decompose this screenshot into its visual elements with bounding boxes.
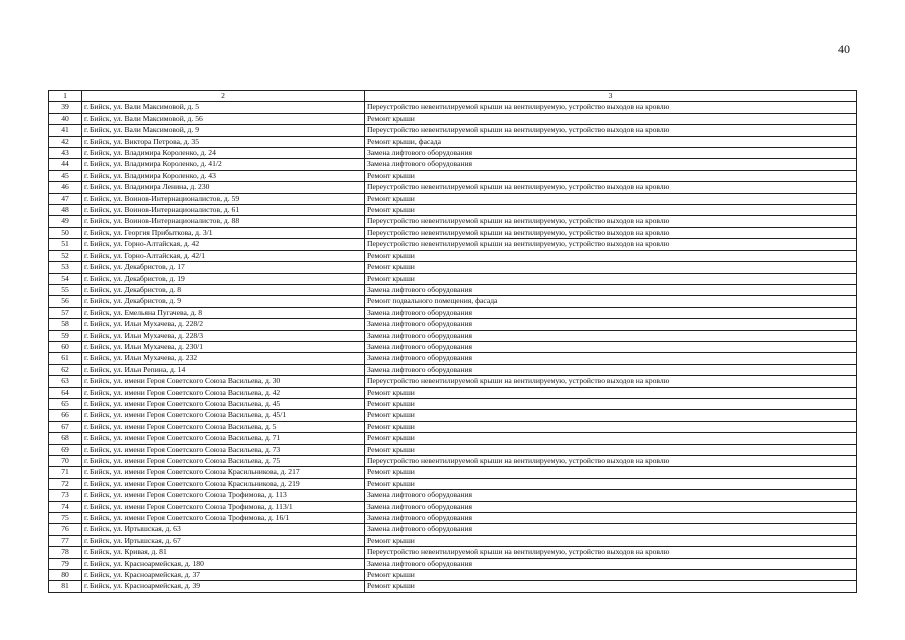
row-number: 39 [49, 102, 82, 113]
row-number: 73 [49, 490, 82, 501]
table-row [49, 513, 857, 524]
work-type-cell: Ремонт крыши [365, 421, 857, 432]
row-number: 43 [49, 148, 82, 159]
work-type-cell: Ремонт крыши [365, 387, 857, 398]
table-row [49, 341, 857, 352]
row-number: 56 [49, 296, 82, 307]
work-type-cell: Переустройство невентилируемой крыши на вентилируемую, устройство выходов на кровлю [365, 182, 857, 193]
table-row [49, 239, 857, 250]
address-cell: г. Бийск, ул. имени Героя Советского Союза Васильева, д. 42 [82, 387, 365, 398]
table-row [49, 136, 857, 147]
row-number: 40 [49, 113, 82, 124]
address-cell: г. Бийск, ул. Владимира Короленко, д. 24 [82, 148, 365, 159]
work-type-cell: Замена лифтового оборудования [365, 353, 857, 364]
work-type-cell: Замена лифтового оборудования [365, 341, 857, 352]
row-number: 72 [49, 478, 82, 489]
work-type-cell: Ремонт крыши [365, 570, 857, 581]
address-cell: г. Бийск, ул. имени Героя Советского Союза Васильева, д. 75 [82, 456, 365, 467]
address-cell: г. Бийск, ул. Вали Максимовой, д. 56 [82, 113, 365, 124]
work-type-cell: Замена лифтового оборудования [365, 307, 857, 318]
work-type-cell: Ремонт крыши [365, 444, 857, 455]
work-type-cell: Ремонт крыши [365, 273, 857, 284]
work-type-cell: Замена лифтового оборудования [365, 330, 857, 341]
work-type-cell: Ремонт крыши [365, 398, 857, 409]
table-row [49, 182, 857, 193]
address-cell: г. Бийск, ул. имени Героя Советского Союза Васильева, д. 5 [82, 421, 365, 432]
address-cell: г. Бийск, ул. Ильи Мухачева, д. 232 [82, 353, 365, 364]
table-row [49, 444, 857, 455]
works-table [48, 90, 857, 593]
address-cell: г. Бийск, ул. Декабристов, д. 8 [82, 284, 365, 295]
address-cell: г. Бийск, ул. имени Героя Советского Союза Трофимова, д. 113 [82, 490, 365, 501]
row-number: 55 [49, 284, 82, 295]
table-row [49, 227, 857, 238]
row-number: 75 [49, 513, 82, 524]
row-number: 69 [49, 444, 82, 455]
address-cell: г. Бийск, ул. имени Героя Советского Союза Трофимова, д. 113/1 [82, 501, 365, 512]
table-row [49, 490, 857, 501]
table-row [49, 125, 857, 136]
row-number: 42 [49, 136, 82, 147]
table-row [49, 205, 857, 216]
column-header-number: 1 [49, 91, 82, 102]
row-number: 44 [49, 159, 82, 170]
address-cell: г. Бийск, ул. Декабристов, д. 19 [82, 273, 365, 284]
address-cell: г. Бийск, ул. Емельяна Пугачева, д. 8 [82, 307, 365, 318]
work-type-cell: Ремонт крыши [365, 410, 857, 421]
work-type-cell: Замена лифтового оборудования [365, 558, 857, 569]
work-type-cell: Замена лифтового оборудования [365, 364, 857, 375]
row-number: 62 [49, 364, 82, 375]
work-type-cell: Ремонт крыши [365, 250, 857, 261]
address-cell: г. Бийск, ул. Владимира Короленко, д. 43 [82, 170, 365, 181]
work-type-cell: Замена лифтового оборудования [365, 319, 857, 330]
row-number: 71 [49, 467, 82, 478]
table-row [49, 478, 857, 489]
address-cell: г. Бийск, ул. Красноармейская, д. 39 [82, 581, 365, 592]
address-cell: г. Бийск, ул. имени Героя Советского Союза Васильева, д. 73 [82, 444, 365, 455]
work-type-cell: Замена лифтового оборудования [365, 148, 857, 159]
table-row [49, 456, 857, 467]
row-number: 50 [49, 227, 82, 238]
address-cell: г. Бийск, ул. Горно-Алтайская, д. 42/1 [82, 250, 365, 261]
table-row [49, 193, 857, 204]
address-cell: г. Бийск, ул. Вали Максимовой, д. 5 [82, 102, 365, 113]
row-number: 79 [49, 558, 82, 569]
table-row [49, 398, 857, 409]
address-cell: г. Бийск, ул. Красноармейская, д. 180 [82, 558, 365, 569]
address-cell: г. Бийск, ул. Кривая, д. 81 [82, 547, 365, 558]
work-type-cell: Переустройство невентилируемой крыши на вентилируемую, устройство выходов на кровлю [365, 456, 857, 467]
table-row [49, 319, 857, 330]
address-cell: г. Бийск, ул. имени Героя Советского Союза Васильева, д. 71 [82, 433, 365, 444]
work-type-cell: Замена лифтового оборудования [365, 284, 857, 295]
row-number: 47 [49, 193, 82, 204]
row-number: 52 [49, 250, 82, 261]
table-row [49, 296, 857, 307]
address-cell: г. Бийск, ул. Георгия Прибыткова, д. 3/1 [82, 227, 365, 238]
table-row [49, 524, 857, 535]
row-number: 51 [49, 239, 82, 250]
work-type-cell: Ремонт крыши [365, 262, 857, 273]
work-type-cell: Переустройство невентилируемой крыши на вентилируемую, устройство выходов на кровлю [365, 376, 857, 387]
work-type-cell: Ремонт крыши [365, 113, 857, 124]
row-number: 77 [49, 535, 82, 546]
table-row [49, 467, 857, 478]
address-cell: г. Бийск, ул. Владимира Ленина, д. 230 [82, 182, 365, 193]
row-number: 64 [49, 387, 82, 398]
address-cell: г. Бийск, ул. Виктора Петрова, д. 35 [82, 136, 365, 147]
row-number: 66 [49, 410, 82, 421]
table-row [49, 364, 857, 375]
work-type-cell: Ремонт крыши [365, 205, 857, 216]
table-row [49, 581, 857, 592]
row-number: 59 [49, 330, 82, 341]
table-row [49, 353, 857, 364]
table-row [49, 284, 857, 295]
address-cell: г. Бийск, ул. Ильи Мухачева, д. 230/1 [82, 341, 365, 352]
work-type-cell: Переустройство невентилируемой крыши на вентилируемую, устройство выходов на кровлю [365, 227, 857, 238]
table-row [49, 113, 857, 124]
work-type-cell: Ремонт крыши [365, 170, 857, 181]
table-row [49, 262, 857, 273]
row-number: 48 [49, 205, 82, 216]
address-cell: г. Бийск, ул. имени Героя Советского Союза Трофимова, д. 16/1 [82, 513, 365, 524]
row-number: 65 [49, 398, 82, 409]
work-type-cell: Замена лифтового оборудования [365, 501, 857, 512]
table-row [49, 216, 857, 227]
table-row [49, 170, 857, 181]
table-row [49, 159, 857, 170]
work-type-cell: Переустройство невентилируемой крыши на вентилируемую, устройство выходов на кровлю [365, 125, 857, 136]
work-type-cell: Ремонт крыши [365, 581, 857, 592]
work-type-cell: Замена лифтового оборудования [365, 513, 857, 524]
address-cell: г. Бийск, ул. Владимира Короленко, д. 41/2 [82, 159, 365, 170]
address-cell: г. Бийск, ул. Воинов-Интернационалистов, д. 88 [82, 216, 365, 227]
table-row [49, 570, 857, 581]
row-number: 54 [49, 273, 82, 284]
work-type-cell: Переустройство невентилируемой крыши на вентилируемую, устройство выходов на кровлю [365, 547, 857, 558]
row-number: 67 [49, 421, 82, 432]
address-cell: г. Бийск, ул. Иртышская, д. 67 [82, 535, 365, 546]
table-row [49, 273, 857, 284]
row-number: 41 [49, 125, 82, 136]
address-cell: г. Бийск, ул. имени Героя Советского Союза Васильева, д. 30 [82, 376, 365, 387]
row-number: 68 [49, 433, 82, 444]
address-cell: г. Бийск, ул. имени Героя Советского Союза Васильева, д. 45 [82, 398, 365, 409]
page-number: 40 [838, 42, 850, 56]
row-number: 63 [49, 376, 82, 387]
row-number: 74 [49, 501, 82, 512]
row-number: 46 [49, 182, 82, 193]
table-row [49, 410, 857, 421]
table-header-row [49, 91, 857, 102]
address-cell: г. Бийск, ул. имени Героя Советского Союза Красильникова, д. 217 [82, 467, 365, 478]
work-type-cell: Замена лифтового оборудования [365, 490, 857, 501]
row-number: 53 [49, 262, 82, 273]
column-header-address: 2 [82, 91, 365, 102]
work-type-cell: Ремонт крыши [365, 478, 857, 489]
work-type-cell: Переустройство невентилируемой крыши на вентилируемую, устройство выходов на кровлю [365, 102, 857, 113]
address-cell: г. Бийск, ул. Горно-Алтайская, д. 42 [82, 239, 365, 250]
table-row [49, 376, 857, 387]
row-number: 80 [49, 570, 82, 581]
work-type-cell: Переустройство невентилируемой крыши на вентилируемую, устройство выходов на кровлю [365, 216, 857, 227]
table-row [49, 433, 857, 444]
work-type-cell: Замена лифтового оборудования [365, 159, 857, 170]
address-cell: г. Бийск, ул. Декабристов, д. 9 [82, 296, 365, 307]
table-row [49, 501, 857, 512]
work-type-cell: Ремонт крыши [365, 535, 857, 546]
work-type-cell: Замена лифтового оборудования [365, 524, 857, 535]
table-row [49, 250, 857, 261]
row-number: 60 [49, 341, 82, 352]
address-cell: г. Бийск, ул. имени Героя Советского Союза Красильникова, д. 219 [82, 478, 365, 489]
work-type-cell: Ремонт крыши [365, 193, 857, 204]
work-type-cell: Ремонт крыши [365, 467, 857, 478]
row-number: 70 [49, 456, 82, 467]
table-row [49, 330, 857, 341]
table-row [49, 387, 857, 398]
row-number: 81 [49, 581, 82, 592]
address-cell: г. Бийск, ул. Воинов-Интернационалистов, д. 61 [82, 205, 365, 216]
address-cell: г. Бийск, ул. Иртышская, д. 63 [82, 524, 365, 535]
row-number: 49 [49, 216, 82, 227]
row-number: 57 [49, 307, 82, 318]
table-row [49, 102, 857, 113]
table-row [49, 558, 857, 569]
column-header-work-type: 3 [365, 91, 857, 102]
table-row [49, 148, 857, 159]
row-number: 76 [49, 524, 82, 535]
address-cell: г. Бийск, ул. Красноармейская, д. 37 [82, 570, 365, 581]
table-row [49, 535, 857, 546]
table-row [49, 421, 857, 432]
work-type-cell: Ремонт подвального помещения, фасада [365, 296, 857, 307]
table-body [49, 102, 857, 592]
address-cell: г. Бийск, ул. Вали Максимовой, д. 9 [82, 125, 365, 136]
address-cell: г. Бийск, ул. Ильи Мухачева, д. 228/2 [82, 319, 365, 330]
row-number: 61 [49, 353, 82, 364]
work-type-cell: Ремонт крыши, фасада [365, 136, 857, 147]
table-row [49, 307, 857, 318]
address-cell: г. Бийск, ул. Воинов-Интернационалистов, д. 59 [82, 193, 365, 204]
row-number: 45 [49, 170, 82, 181]
address-cell: г. Бийск, ул. Ильи Репина, д. 14 [82, 364, 365, 375]
row-number: 58 [49, 319, 82, 330]
address-cell: г. Бийск, ул. имени Героя Советского Союза Васильева, д. 45/1 [82, 410, 365, 421]
work-type-cell: Переустройство невентилируемой крыши на вентилируемую, устройство выходов на кровлю [365, 239, 857, 250]
work-type-cell: Ремонт крыши [365, 433, 857, 444]
table-row [49, 547, 857, 558]
address-cell: г. Бийск, ул. Ильи Мухачева, д. 228/3 [82, 330, 365, 341]
address-cell: г. Бийск, ул. Декабристов, д. 17 [82, 262, 365, 273]
row-number: 78 [49, 547, 82, 558]
